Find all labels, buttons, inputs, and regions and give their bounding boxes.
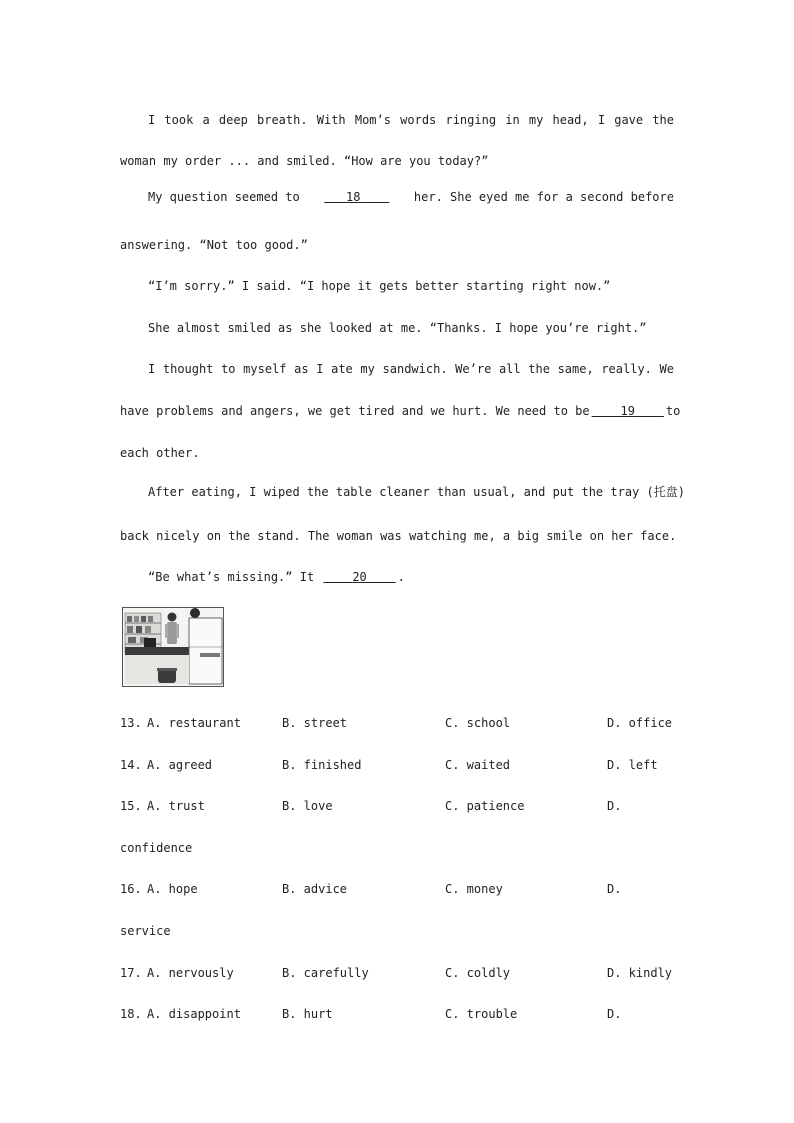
question-number: 18. xyxy=(120,1007,142,1021)
passage-text: have problems and angers, we get tired and we hurt. We need to be xyxy=(120,404,590,418)
option-a: A. nervously xyxy=(147,966,234,980)
passage-text: to xyxy=(665,404,681,418)
passage-line: After eating, I wiped the table cleaner than usual, and put the tray (托盘) xyxy=(148,485,685,499)
option-d: D. xyxy=(607,882,622,896)
option-a: A. agreed xyxy=(147,758,213,772)
passage-text: “Be what’s missing.” It xyxy=(148,570,315,584)
option-b: B. street xyxy=(282,716,348,730)
option-c: C. coldly xyxy=(445,966,511,980)
passage-text: her. She eyed me for a second before xyxy=(413,190,674,204)
passage-line: I thought to myself as I ate my sandwich. We’re all the same, really. We xyxy=(148,362,674,376)
passage-line: “I’m sorry.” I said. “I hope it gets better starting right now.” xyxy=(148,279,611,293)
question-number: 16. xyxy=(120,882,142,896)
question-number: 14. xyxy=(120,758,142,772)
option-b: B. carefully xyxy=(282,966,369,980)
option-d: D. xyxy=(607,1007,622,1021)
passage-line: answering. “Not too good.” xyxy=(120,238,308,252)
option-b: B. love xyxy=(282,799,333,813)
blank-19 xyxy=(590,403,666,419)
option-d: D. office xyxy=(607,716,673,730)
option-a: A. trust xyxy=(147,799,205,813)
option-d: D. xyxy=(607,799,622,813)
option-d-wrap: service xyxy=(120,924,171,938)
option-c: C. trouble xyxy=(445,1007,518,1021)
passage-text: My question seemed to xyxy=(148,190,300,204)
option-b: B. advice xyxy=(282,882,348,896)
passage-line-with-blank xyxy=(148,189,674,205)
passage-line: I took a deep breath. With Mom’s words ringing in my head, I gave the xyxy=(148,113,674,127)
passage-line-with-blank xyxy=(120,403,681,419)
blank-number: 19 xyxy=(620,404,635,418)
passage-line-with-blank xyxy=(148,569,405,585)
option-c: C. waited xyxy=(445,758,511,772)
passage-text: . xyxy=(397,570,405,584)
passage-line: She almost smiled as she looked at me. “Thanks. I hope you’re right.” xyxy=(148,321,647,335)
passage-line: back nicely on the stand. The woman was watching me, a big smile on her face. xyxy=(120,529,677,543)
option-c: C. school xyxy=(445,716,511,730)
option-a: A. disappoint xyxy=(147,1007,241,1021)
option-a: A. hope xyxy=(147,882,198,896)
option-d: D. kindly xyxy=(607,966,673,980)
option-c: C. patience xyxy=(445,799,525,813)
blank-number: 18 xyxy=(345,190,361,204)
option-d: D. left xyxy=(607,758,658,772)
passage-line: each other. xyxy=(120,446,200,460)
option-c: C. money xyxy=(445,882,503,896)
option-b: B. finished xyxy=(282,758,362,772)
question-number: 17. xyxy=(120,966,142,980)
option-d-wrap: confidence xyxy=(120,841,193,855)
blank-18 xyxy=(322,189,391,205)
option-b: B. hurt xyxy=(282,1007,333,1021)
option-a: A. restaurant xyxy=(147,716,241,730)
question-number: 13. xyxy=(120,716,142,730)
passage-line: woman my order ... and smiled. “How are you today?” xyxy=(120,154,489,168)
question-number: 15. xyxy=(120,799,142,813)
blank-20 xyxy=(321,570,397,584)
restaurant-illustration xyxy=(122,607,224,687)
blank-number: 20 xyxy=(352,570,367,584)
